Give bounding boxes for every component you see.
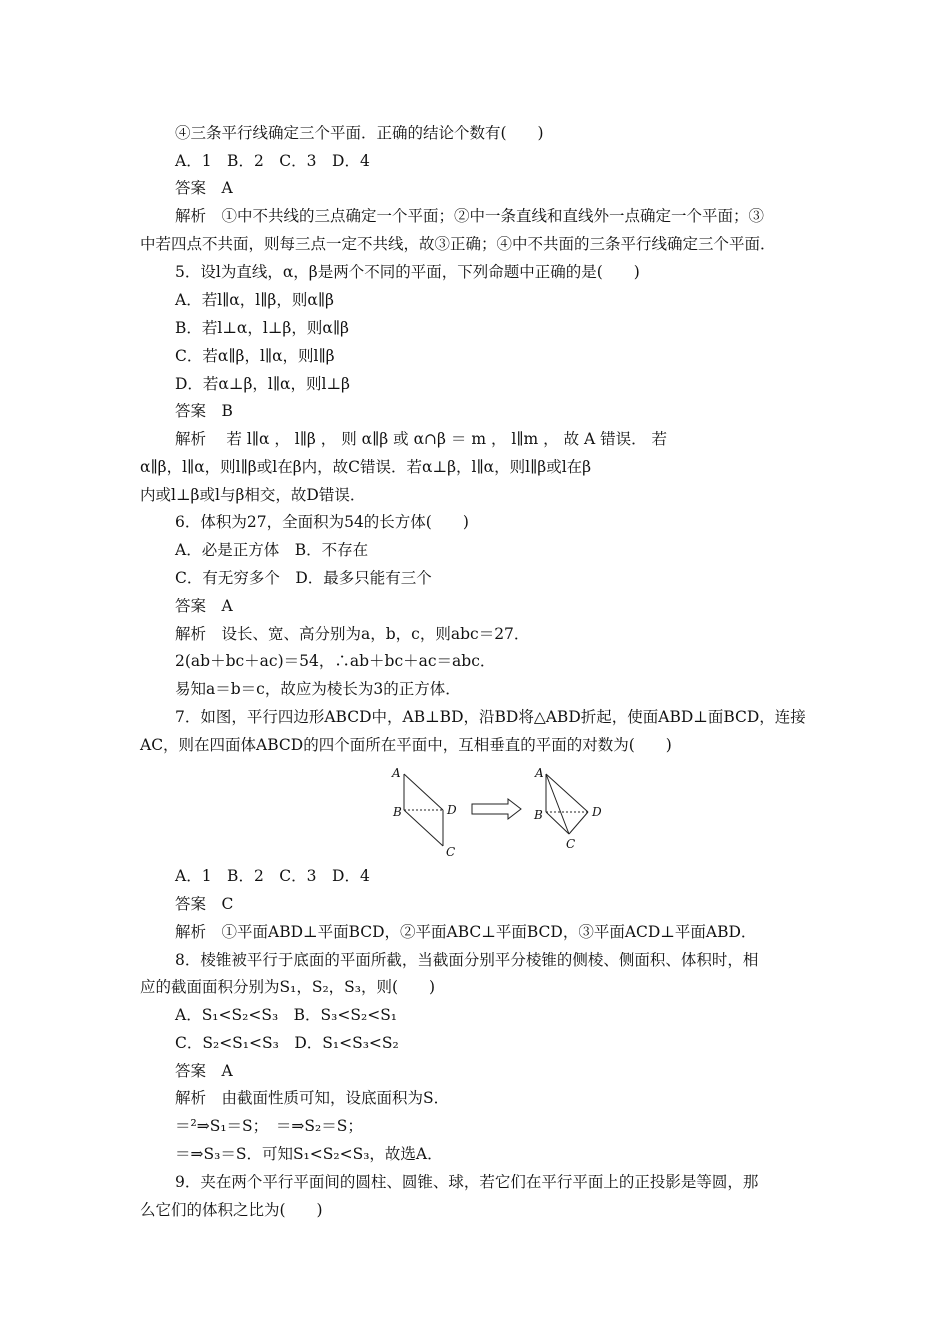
analysis-line: 解析 ①平面ABD⊥平面BCD，②平面ABC⊥平面BCD，③平面ACD⊥平面ABD． (175, 923, 757, 941)
label-b: B (393, 805, 402, 819)
answer-line: 答案 C (175, 895, 234, 913)
question-8: 8．棱锥被平行于底面的平面所截，当截面分别平分棱锥的侧棱、侧面积、体积时，相 (175, 951, 759, 969)
text-line: 内或l⊥β或l与β相交，故D错误． (140, 486, 366, 504)
text-line: 易知a＝b＝c，故应为棱长为3的正方体． (175, 680, 461, 698)
label-d: D (592, 805, 602, 819)
folding-figure (380, 762, 610, 862)
option-c: C．若α∥β，l∥α，则l∥β (175, 347, 335, 365)
text-line: 中若四点不共面，则每三点一定不共线，故③正确；④中不共面的三条平行线确定三个平面． (140, 235, 776, 253)
text-line: ＝²⇒S₁＝S； ＝⇒S₂＝S； (175, 1117, 363, 1135)
answer-options: C．S₂<S₁<S₃ D．S₁<S₃<S₂ (175, 1034, 399, 1052)
label-b: B (534, 808, 543, 822)
option-b: B．若l⊥α，l⊥β，则α∥β (175, 319, 349, 337)
text-line: ＝⇒S₃＝S．可知S₁<S₂<S₃，故选A． (175, 1145, 443, 1163)
label-d: D (447, 803, 457, 817)
question-9: 9．夹在两个平行平面间的圆柱、圆锥、球，若它们在平行平面上的正投影是等圆，那 (175, 1173, 759, 1191)
answer-line: 答案 A (175, 1062, 233, 1080)
analysis-line: 解析 ①中不共线的三点确定一个平面；②中一条直线和直线外一点确定一个平面；③ (175, 207, 765, 225)
answer-line: 答案 A (175, 179, 233, 197)
answer-line: 答案 B (175, 402, 233, 420)
text-line: 么它们的体积之比为( ) (140, 1201, 323, 1219)
text-line: 2(ab＋bc＋ac)＝54，∴ab＋bc＋ac＝abc． (175, 652, 496, 670)
answer-line: 答案 A (175, 597, 233, 615)
text-line: ④三条平行线确定三个平面．正确的结论个数有( ) (175, 124, 544, 142)
answer-options: A．必是正方体 B．不存在 (175, 541, 369, 559)
label-a: A (535, 766, 544, 780)
answer-options: A．1 B．2 C．3 D．4 (175, 867, 370, 885)
analysis-line: 解析 设长、宽、高分别为a，b，c，则abc＝27． (175, 625, 530, 643)
answer-options: C．有无穷多个 D．最多只能有三个 (175, 569, 432, 587)
text-line: α∥β，l∥α，则l∥β或l在β内，故C错误．若α⊥β，l∥α，则l∥β或l在β (140, 458, 592, 476)
fold-arrow-icon (472, 799, 521, 819)
label-c: C (446, 845, 456, 859)
parallelogram-abcd (404, 774, 443, 846)
tetrahedron-abcd (546, 774, 588, 834)
option-a: A．若l∥α，l∥β，则α∥β (175, 291, 334, 309)
analysis-line: 解析 若 l∥α ， l∥β ， 则 α∥β 或 α∩β ＝ m ， l∥m ， 故 A 错误． 若 (175, 430, 668, 448)
answer-options: A．S₁<S₂<S₃ B．S₃<S₂<S₁ (175, 1006, 398, 1024)
question-7: 7．如图，平行四边形ABCD中，AB⊥BD，沿BD将△ABD折起，使面ABD⊥面BCD，连接 (175, 708, 806, 726)
text-line: AC，则在四面体ABCD的四个面所在平面中，互相垂直的平面的对数为( ) (140, 736, 672, 754)
question-5: 5．设l为直线，α，β是两个不同的平面，下列命题中正确的是( ) (175, 263, 640, 281)
answer-options: A．1 B．2 C．3 D．4 (175, 152, 370, 170)
question-6: 6．体积为27，全面积为54的长方体( ) (175, 513, 469, 531)
label-a: A (392, 766, 401, 780)
option-d: D．若α⊥β，l∥α，则l⊥β (175, 375, 351, 393)
analysis-line: 解析 由截面性质可知，设底面积为S． (175, 1089, 450, 1107)
text-line: 应的截面面积分别为S₁，S₂，S₃，则( ) (140, 978, 436, 996)
label-c: C (566, 837, 576, 851)
